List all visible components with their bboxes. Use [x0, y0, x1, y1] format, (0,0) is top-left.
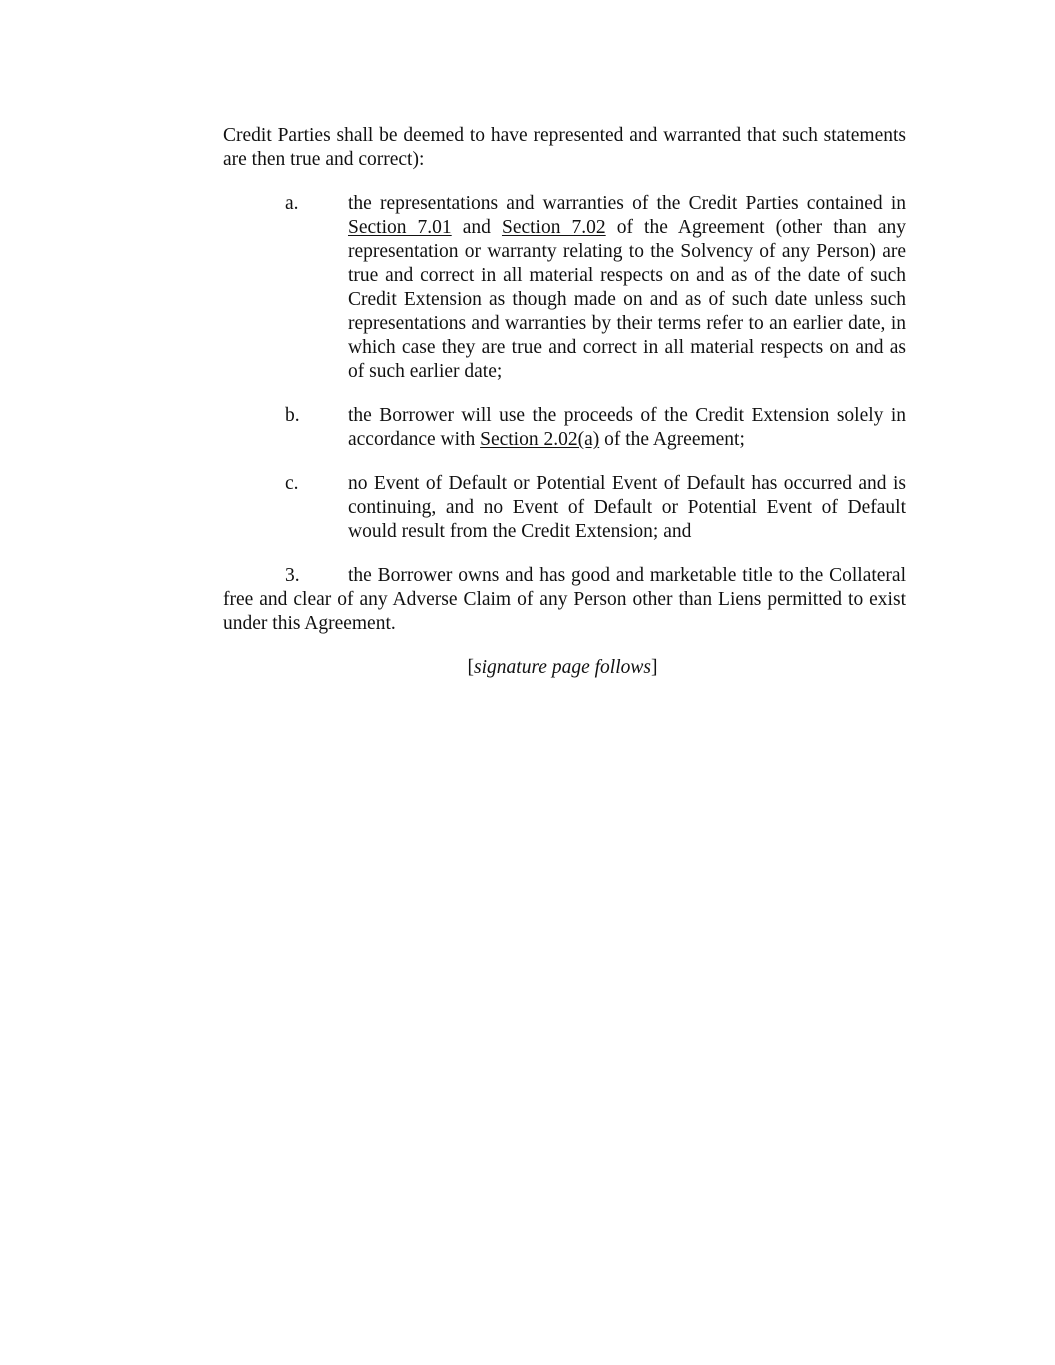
item-a-text-2: and — [451, 217, 502, 238]
signature-note-text: signature page follows — [474, 657, 651, 678]
paragraph-3-text: the Borrower owns and has good and marketable title to the Collateral free and clear of any Adverse Claim of any Person other than Liens permitted to exist under this Agreement. — [223, 565, 906, 634]
list-marker-c: c. — [285, 473, 299, 494]
item-b-text-2: of the Agreement; — [599, 429, 745, 450]
list-marker-a: a. — [285, 193, 299, 214]
list-marker-b: b. — [285, 405, 300, 426]
paragraph-3 — [223, 564, 906, 636]
list-item-c — [223, 472, 906, 544]
item-a-text-1: the representations and warranties of the Credit Parties contained in — [348, 193, 906, 214]
item-c-text: no Event of Default or Potential Event of Default has occurred and is continuing, and no Event of Default or Potential Event of Default would result from the Credit Extension; and — [348, 473, 906, 542]
signature-page-note — [223, 656, 906, 680]
section-7-02-reference: Section 7.02 — [501, 217, 606, 238]
item-b-text-1: the Borrower will use the proceeds of the Credit Extension solely in accordance with — [348, 405, 906, 450]
section-2-02a-reference: Section 2.02(a) — [480, 429, 600, 450]
intro-paragraph: Credit Parties shall be deemed to have represented and warranted that such statements are then true and correct): — [223, 125, 906, 170]
signature-close-bracket: ] — [650, 657, 658, 678]
item-a-text-3: of the Agreement (other than any representation or warranty relating to the Solvency of any Person) are true and correct in all material respects on and as of the date of such Credit Extension as though made on and as of such date unless such representations and warranties by their terms refer to an earlier date, in which case they are true and correct in all material respects on and as of such earlier date; — [348, 217, 906, 382]
section-7-01-reference: Section 7.01 — [348, 217, 452, 238]
signature-open-bracket: [ — [467, 657, 475, 678]
list-item-b — [223, 404, 906, 452]
document-page — [223, 124, 906, 680]
paragraph-3-number: 3. — [285, 565, 300, 586]
list-item-a — [223, 192, 906, 384]
